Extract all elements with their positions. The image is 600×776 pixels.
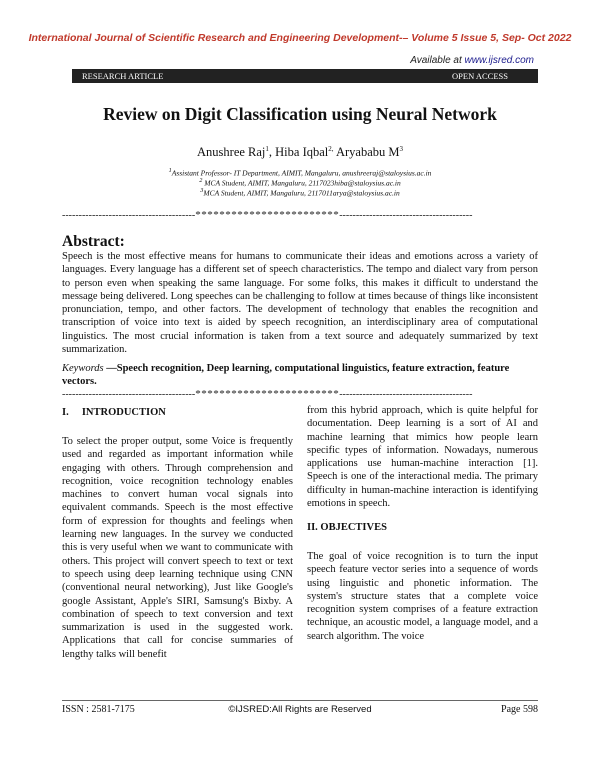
affiliation-1-text: Assistant Professor- IT Department, AIMIT, Mangaluru, anushreeraj@staloysius.ac.in (171, 168, 432, 178)
intro-text: To select the proper output, some Voice is frequently used and regarded as important information while engaging with others. Through comprehension and recognition, voice recognition technology enables machines to convert human vocal signals into equivalent commands. Speech is the most effective form of expression for thoughts and feelings when learning new languages. In the survey we conducted this is very useful when we want to communicate with others. This project will convert speech to text or text to speech using deep learning technique using CNN (conventional neural networking), Just like Google's google Assistant, Apple's SIRI, Samsung's Bixby. A combination of speech to text conversion and text summarization is used in the suggested work. Applications that call for concise summaries of lengthy talks will benefit (62, 436, 293, 660)
abstract-text: Speech is the most effective means for humans to communicate their ideas and emotions across a variety of languages. Every language has a different set of speech characteristics. The tempo and dialect vary from person to person even when speaking the same language. For some folks, this makes it difficult to understand the message being delivered. Long speeches can be challenging to follow at times because of things like inconsistent pronunciation, tempo, and other factors. The development of technology that enables the recognition and transcription of voice into text is aided by speech recognition, an interdisciplinary area of computational linguistics. The most crucial information is taken from a text source and adequately summarized by text summarization. (62, 251, 538, 356)
article-bar (72, 69, 538, 83)
abstract-heading: Abstract: (62, 233, 125, 250)
journal-header: International Journal of Scientific Research and Engineering Development-– Volume 5 Issue 5, Sep- Oct 2022 (28, 32, 572, 44)
article-type: RESEARCH ARTICLE (82, 71, 164, 81)
author-3: Aryababu M (335, 145, 400, 160)
footer-rights: ©IJSRED:All Rights are Reserved (228, 704, 372, 715)
footer-page: Page 598 (501, 704, 538, 715)
keywords (62, 362, 538, 389)
author-sep: , (268, 145, 276, 160)
sep-stars: ************************ (195, 209, 340, 221)
author-1-sup: 1 (265, 145, 269, 153)
sep-dashes-right: ---------------------------------------- (339, 210, 473, 221)
author-list (0, 145, 600, 160)
sep-dashes-right-2: ---------------------------------------- (339, 389, 473, 400)
author-2: Hiba Iqbal (275, 145, 329, 160)
author-2-sup: 2, (328, 145, 334, 153)
author-1: Anushree Raj (197, 145, 266, 160)
sep-stars-2: ************************ (195, 388, 340, 400)
sep-dashes-left: ---------------------------------------- (62, 210, 196, 221)
available-prefix: Available at (410, 55, 465, 66)
keywords-text: —Speech recognition, Deep learning, computational linguistics, feature extraction, feature vectors. (62, 363, 510, 388)
sep-dashes-left-2: ---------------------------------------- (62, 389, 196, 400)
paper-title: Review on Digit Classification using Neural Network (103, 104, 497, 124)
objectives-heading: II. OBJECTIVES (307, 522, 387, 533)
affiliation-3-text: MCA Student, AIMIT, Mangaluru, 2117011arya@staloysius.ac.in (203, 188, 400, 198)
objectives-text: The goal of voice recognition is to turn the input speech feature vector series into a sequence of words using linguistic and phonetic information. The system's structure states that a complete voice recognition system comprises of a feature extraction technique, an acoustic model, a language model, and a search algorithm. The voice (307, 551, 538, 642)
right-col-text: from this hybrid approach, which is quite helpful for documentation. Deep learning is a sort of AI and machine learning that mimics how people learn specific types of information. Nowadays, numerous applications use human-machine interaction [1]. Speech is one of the interactional media. The primary difficulty in human-machine interaction is identifying emotions in speech. (307, 405, 538, 510)
affiliation-3 (0, 186, 600, 198)
journal-url-link[interactable]: www.ijsred.com (464, 55, 534, 66)
author-3-sup: 3 (399, 145, 403, 153)
open-access-badge: OPEN ACCESS (452, 71, 508, 81)
affiliation-1-sup: 1 (168, 167, 172, 174)
affiliation-2-sup: 2 (199, 177, 203, 184)
footer-issn: ISSN : 2581-7175 (62, 704, 135, 715)
separator-bottom (62, 388, 538, 400)
footer-rule (62, 700, 538, 701)
affiliation-2-text: MCA Student, AIMIT, Mangaluru, 2117023hiba@staloysius.ac.in (202, 178, 401, 188)
keywords-label: Keywords (62, 363, 104, 374)
intro-heading: I. INTRODUCTION (62, 407, 166, 418)
affiliation-3-sup: 3 (200, 187, 204, 194)
separator-top (62, 209, 538, 221)
available-at (410, 55, 534, 66)
